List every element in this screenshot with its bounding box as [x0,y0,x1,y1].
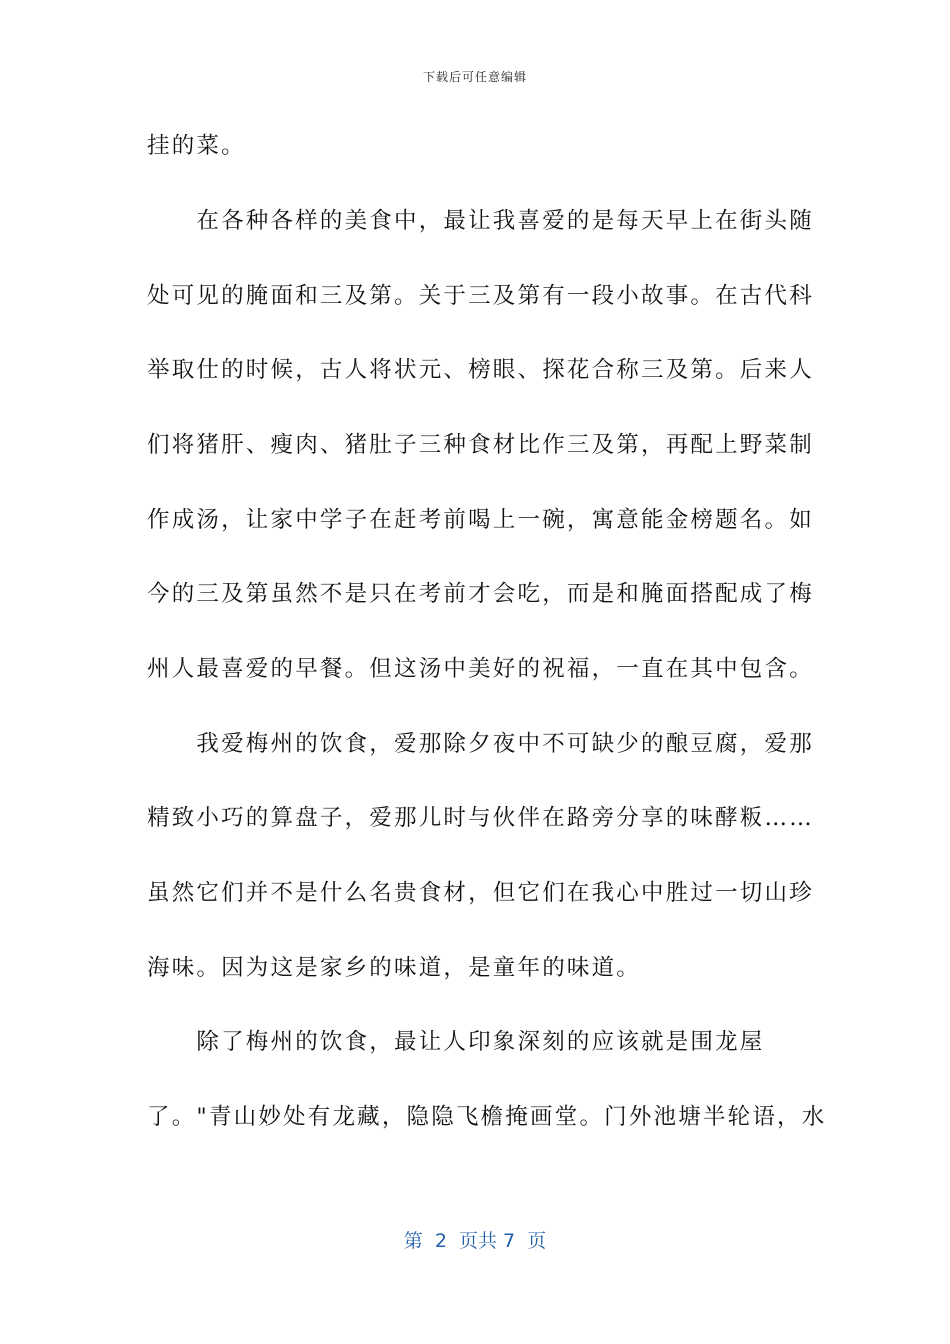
text-line: 除了梅州的饮食，最让人印象深刻的应该就是围龙屋 [147,1029,765,1055]
text-line: 州人最喜爱的早餐。但这汤中美好的祝福，一直在其中包含。 [147,656,814,682]
page-number-footer: 第 2 页共 7 页 [403,1230,547,1252]
text-line: 挂的菜。 [147,133,246,159]
text-line: 虽然它们并不是什么名贵食材，但它们在我心中胜过一切山珍 [147,880,814,906]
text-line: 精致小巧的算盘子，爱那儿时与伙伴在路旁分享的味酵粄…… [147,805,814,831]
text-line: 今的三及第虽然不是只在考前才会吃，而是和腌面搭配成了梅 [147,581,814,607]
text-line: 处可见的腌面和三及第。关于三及第有一段小故事。在古代科 [147,283,814,309]
text-line: 在各种各样的美食中，最让我喜爱的是每天早上在街头随 [147,208,814,234]
text-line: 了。"青山妙处有龙藏，隐隐飞檐掩画堂。门外池塘半轮语，水 [147,1104,827,1130]
page-header: 下载后可任意编辑 [422,70,527,84]
text-line: 们将猪肝、瘦肉、猪肚子三种食材比作三及第，再配上野菜制 [147,432,814,458]
text-line: 我爱梅州的饮食，爱那除夕夜中不可缺少的酿豆腐，爱那 [147,731,814,757]
text-line: 海味。因为这是家乡的味道，是童年的味道。 [147,955,642,981]
text-line: 举取仕的时候，古人将状元、榜眼、探花合称三及第。后来人 [147,357,814,383]
text-line: 作成汤，让家中学子在赶考前喝上一碗，寓意能金榜题名。如 [147,507,814,533]
